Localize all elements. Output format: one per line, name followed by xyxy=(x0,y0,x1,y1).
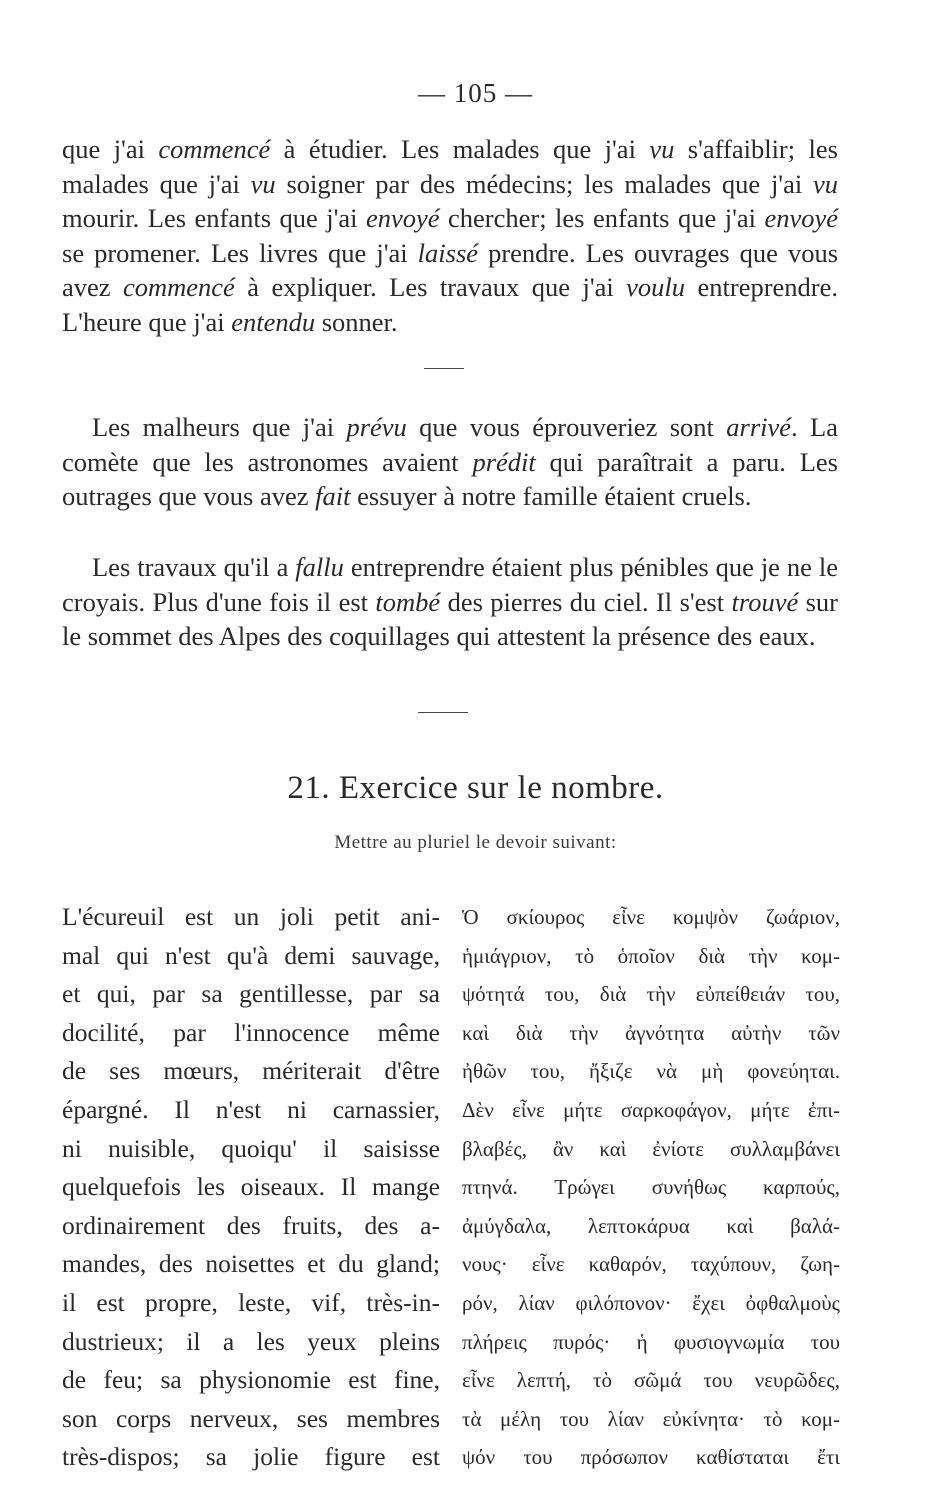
french-text-line: docilité, par l'innocence même xyxy=(62,1017,440,1047)
paragraph-participles-2: Les malheurs que j'ai prévu que vous éprouveriez sont arrivé. La comète que les astronomes avaient prédit qui paraîtrait a paru. Les outrages que vous avez fait essuyer à notre famille étaient cruels. xyxy=(62,412,838,512)
greek-text-line: βλαβές, ἂν καὶ ἐνίοτε συλλαμβάνει xyxy=(462,1136,840,1161)
greek-text-line: νους· εἶνε καθαρόν, ταχύπουν, ζωη- xyxy=(462,1252,840,1277)
paragraph-participles-3: Les travaux qu'il a fallu entreprendre étaient plus pénibles que je ne le croyais. Plus d'une fois il est tombé des pierres du ciel. Il s'est trouvé sur le sommet des Alpes des coquillages qui attestent la présence des eaux. xyxy=(62,552,839,652)
greek-text-line: πλήρεις πυρός· ἡ φυσιογνωμία του xyxy=(462,1329,840,1354)
greek-text-line: ἀμύγδαλα, λεπτοκάρυα καὶ βαλά- xyxy=(462,1213,840,1238)
french-text-line: ordinairement des fruits, des a- xyxy=(62,1210,440,1240)
exercise-instruction: Mettre au pluriel le devoir suivant: xyxy=(334,832,617,853)
greek-column xyxy=(462,898,840,1477)
section-divider xyxy=(424,368,464,369)
greek-text-line: Ὁ σκίουρος εἶνε κομψὸν ζωάριον, xyxy=(462,905,840,929)
section-divider xyxy=(418,712,468,713)
french-text-line: son corps nerveux, ses membres xyxy=(62,1403,440,1433)
french-text-line: très-dispos; sa jolie figure est xyxy=(62,1442,440,1472)
greek-text-line: ἠθῶν του, ἤξιζε νὰ μὴ φονεύηται. xyxy=(462,1059,840,1084)
greek-text-line: πτηνά. Τρώγει συνήθως καρπούς, xyxy=(462,1175,840,1200)
french-text-line: de ses mœurs, mériterait d'être xyxy=(62,1056,440,1086)
greek-text-line: τὰ μέλη του λίαν εὐκίνητα· τὸ κομ- xyxy=(462,1406,840,1431)
french-text-line: L'écureuil est un joli petit ani- xyxy=(62,902,440,931)
french-text-line: de feu; sa physionomie est fine, xyxy=(62,1365,440,1395)
greek-text-line: Δὲν εἶνε μήτε σαρκοφάγον, μήτε ἐπι- xyxy=(462,1097,840,1122)
french-text-line: quelquefois les oiseaux. Il mange xyxy=(62,1172,440,1202)
french-text-line: mandes, des noisettes et du gland; xyxy=(62,1249,440,1279)
greek-text-line: ψότητά του, διὰ τὴν εὐπείθειάν του, xyxy=(462,982,840,1007)
paragraph-participles-1: que j'ai commencé à étudier. Les malades que j'ai vu s'affaiblir; les malades que j'ai vu soigner par des médecins; les malades que j'ai vu mourir. Les enfants que j'ai envoyé chercher; les enfants que j'ai envoyé se promener. Les livres que j'ai laissé prendre. Les ouvrages que vous avez commencé à expliquer. Les travaux que j'ai voulu entreprendre. L'heure que j'ai entendu sonner. xyxy=(62,134,839,337)
greek-text-line: ἡμιάγριον, τὸ ὁποῖον διὰ τὴν κομ- xyxy=(462,943,840,968)
french-text-line: ni nuisible, quoiqu' il saisisse xyxy=(62,1133,440,1163)
french-text-line: mal qui n'est qu'à demi sauvage, xyxy=(62,940,440,970)
greek-text-line: καὶ διὰ τὴν ἀγνότητα αὐτὴν τῶν xyxy=(462,1020,840,1045)
french-column xyxy=(62,898,440,1477)
french-text-line: et qui, par sa gentillesse, par sa xyxy=(62,979,440,1009)
greek-text-line: ρόν, λίαν φιλόπονον· ἔχει ὀφθαλμοὺς xyxy=(462,1290,840,1315)
page-number: — 105 — xyxy=(418,78,533,108)
exercise-heading: 21. Exercice sur le nombre. xyxy=(287,770,664,806)
french-text-line: épargné. Il n'est ni carnassier, xyxy=(62,1094,440,1124)
french-text-line: dustrieux; il a les yeux pleins xyxy=(62,1326,440,1356)
greek-text-line: εἶνε λεπτή, τὸ σῶμά του νευρῶδες, xyxy=(462,1368,840,1393)
greek-text-line: ψόν του πρόσωπον καθίσταται ἔτι xyxy=(462,1445,840,1470)
french-text-line: il est propre, leste, vif, très-in- xyxy=(62,1287,440,1317)
